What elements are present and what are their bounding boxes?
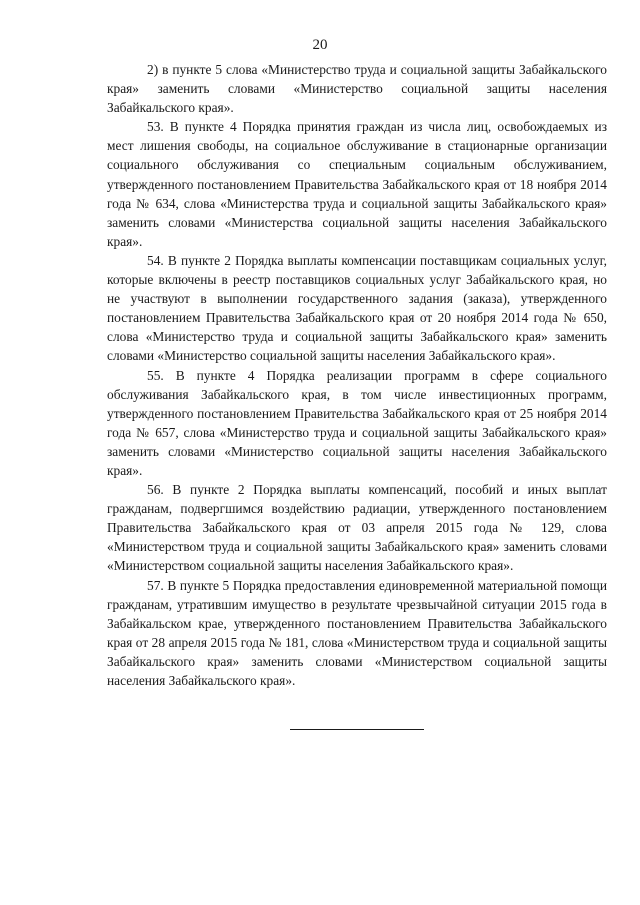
page-number: 20 [312,37,328,53]
closing-separator-line [290,729,424,730]
paragraph-53: 53. В пункте 4 Порядка принятия граждан из числа лиц, освобождаемых из мест лишения свободы, на социальное обслуживание в стационарные организации социального обслуживания со специальным социальным обслуживанием, утвержденного постановлением Правительства Забайкальского края от 18 ноября 2014 года № 634, слова «Министерства труда и социальной защиты Забайкальского края» заменить словами «Министерства социальной защиты населения Забайкальского края». [107,119,607,249]
paragraph-56: 56. В пункте 2 Порядка выплаты компенсаций, пособий и иных выплат гражданам, подвергшимся воздействию радиации, утвержденного постановлением Правительства Забайкальского края от 03 апреля 2015 года № 129, слова «Министерством труда и социальной защиты Забайкальского края» заменить словами «Министерством социальной защиты населения Забайкальского края». [107,482,607,574]
paragraph-54: 54. В пункте 2 Порядка выплаты компенсации поставщикам социальных услуг, которые включены в реестр поставщиков социальных услуг Забайкальского края, но не участвуют в выполнении государственного задания (заказа), утвержденного постановлением Правительства Забайкальского края от 20 ноября 2014 года № 650, слова «Министерство труда и социальной защиты Забайкальского края» заменить словами «Министерство социальной защиты населения Забайкальского края». [107,252,607,364]
paragraph-55: 55. В пункте 4 Порядка реализации программ в сфере социального обслуживания Забайкальского края, в том числе инвестиционных программ, утвержденного постановлением Правительства Забайкальского края от 25 ноября 2014 года № 657, слова «Министерство труда и социальной защиты Забайкальского края» заменить словами «Министерство социальной защиты населения Забайкальского края». [107,367,607,478]
paragraph-57: 57. В пункте 5 Порядка предоставления единовременной материальной помощи гражданам, утратившим имущество в результате чрезвычайной ситуации 2015 года в Забайкальском крае, утвержденного постановлением Правительства Забайкальского края от 28 апреля 2015 года № 181, слова «Министерством труда и социальной защиты Забайкальского края» заменить словами «Министерством социальной защиты населения Забайкальского края». [107,577,607,688]
paragraph-subitem-2: 2) в пункте 5 слова «Министерство труда и социальной защиты Забайкальского края» заменить словами «Министерство социальной защиты населения Забайкальского края». [107,62,607,116]
document-body [107,60,607,690]
